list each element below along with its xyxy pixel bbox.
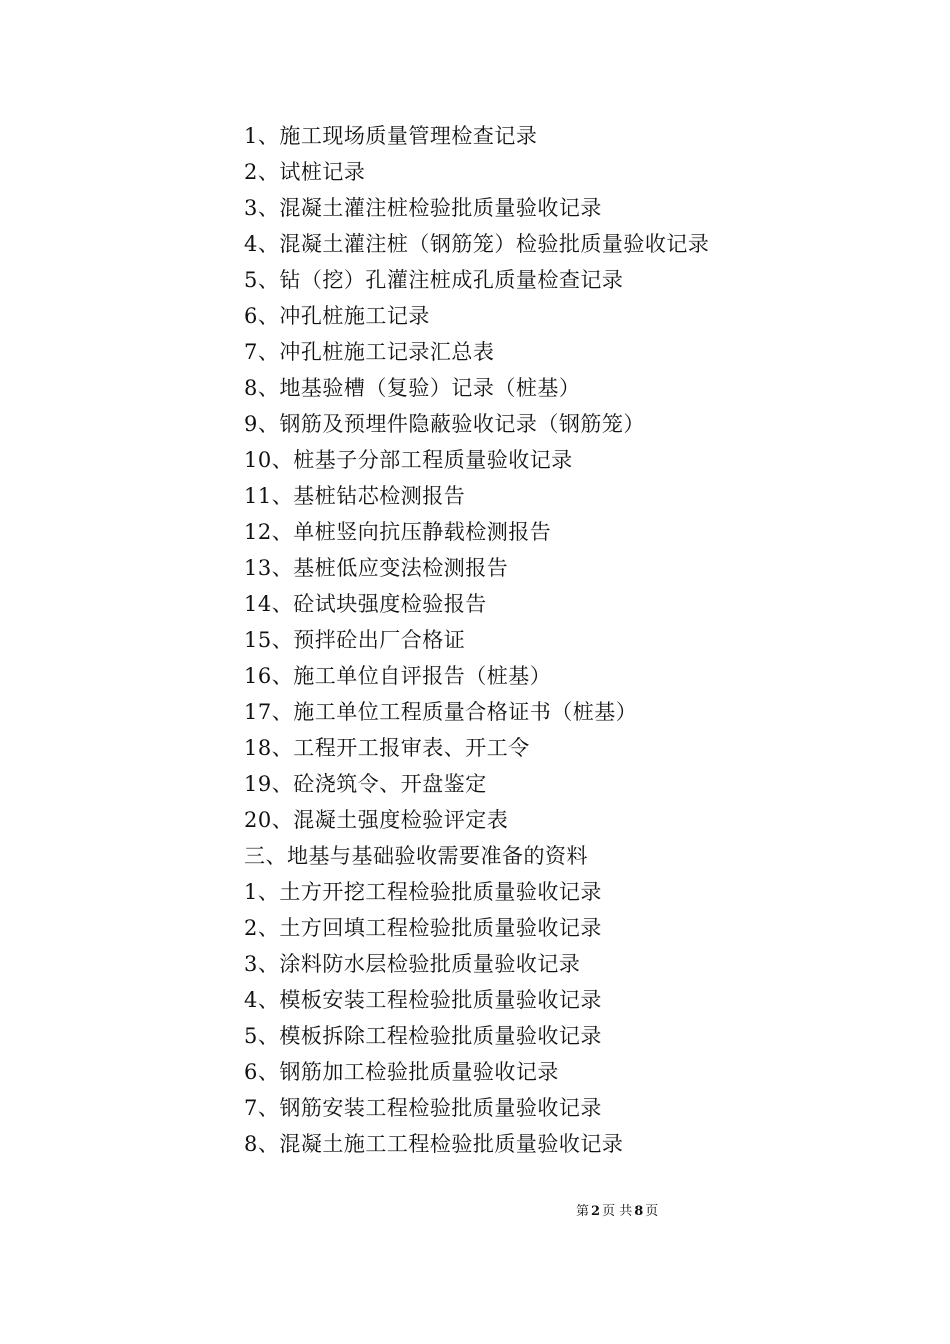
text-line: 19、砼浇筑令、开盘鉴定 — [244, 772, 487, 796]
page-suffix: 页 — [645, 1204, 659, 1219]
text-line: 2、土方回填工程检验批质量验收记录 — [244, 916, 602, 940]
total-pages: 8 — [634, 1204, 644, 1219]
text-line: 14、砼试块强度检验报告 — [244, 592, 487, 616]
text-line: 9、钢筋及预埋件隐蔽验收记录（钢筋笼） — [244, 412, 645, 436]
text-line: 15、预拌砼出厂合格证 — [244, 628, 466, 652]
text-line: 18、工程开工报审表、开工令 — [244, 736, 530, 760]
text-line: 12、单桩竖向抗压静载检测报告 — [244, 520, 552, 544]
text-line: 16、施工单位自评报告（桩基） — [244, 664, 552, 688]
page-footer — [0, 1202, 950, 1222]
text-line: 17、施工单位工程质量合格证书（桩基） — [244, 700, 638, 724]
text-line: 1、施工现场质量管理检查记录 — [244, 124, 538, 148]
page-prefix: 第 — [576, 1204, 590, 1219]
document-body — [244, 118, 864, 1162]
text-line: 11、基桩钻芯检测报告 — [244, 484, 466, 508]
text-line: 3、涂料防水层检验批质量验收记录 — [244, 952, 581, 976]
text-line: 5、钻（挖）孔灌注桩成孔质量检查记录 — [244, 268, 624, 292]
text-line: 6、冲孔桩施工记录 — [244, 304, 430, 328]
text-line: 4、模板安装工程检验批质量验收记录 — [244, 988, 602, 1012]
text-line: 7、冲孔桩施工记录汇总表 — [244, 340, 495, 364]
text-line: 4、混凝土灌注桩（钢筋笼）检验批质量验收记录 — [244, 232, 710, 256]
text-line: 8、地基验槽（复验）记录（桩基） — [244, 376, 581, 400]
text-line: 7、钢筋安装工程检验批质量验收记录 — [244, 1096, 602, 1120]
text-line: 6、钢筋加工检验批质量验收记录 — [244, 1060, 559, 1084]
page-number — [575, 1202, 795, 1222]
text-line: 10、桩基子分部工程质量验收记录 — [244, 448, 573, 472]
text-line: 1、土方开挖工程检验批质量验收记录 — [244, 880, 602, 904]
text-line: 8、混凝土施工工程检验批质量验收记录 — [244, 1132, 624, 1156]
current-page: 2 — [591, 1204, 601, 1219]
text-line: 13、基桩低应变法检测报告 — [244, 556, 509, 580]
text-line: 2、试桩记录 — [244, 160, 366, 184]
text-line: 3、混凝土灌注桩检验批质量验收记录 — [244, 196, 602, 220]
text-line: 5、模板拆除工程检验批质量验收记录 — [244, 1024, 602, 1048]
section-heading: 三、地基与基础验收需要准备的资料 — [244, 844, 588, 868]
page-middle: 页 共 — [602, 1204, 633, 1219]
text-line: 20、混凝土强度检验评定表 — [244, 808, 509, 832]
